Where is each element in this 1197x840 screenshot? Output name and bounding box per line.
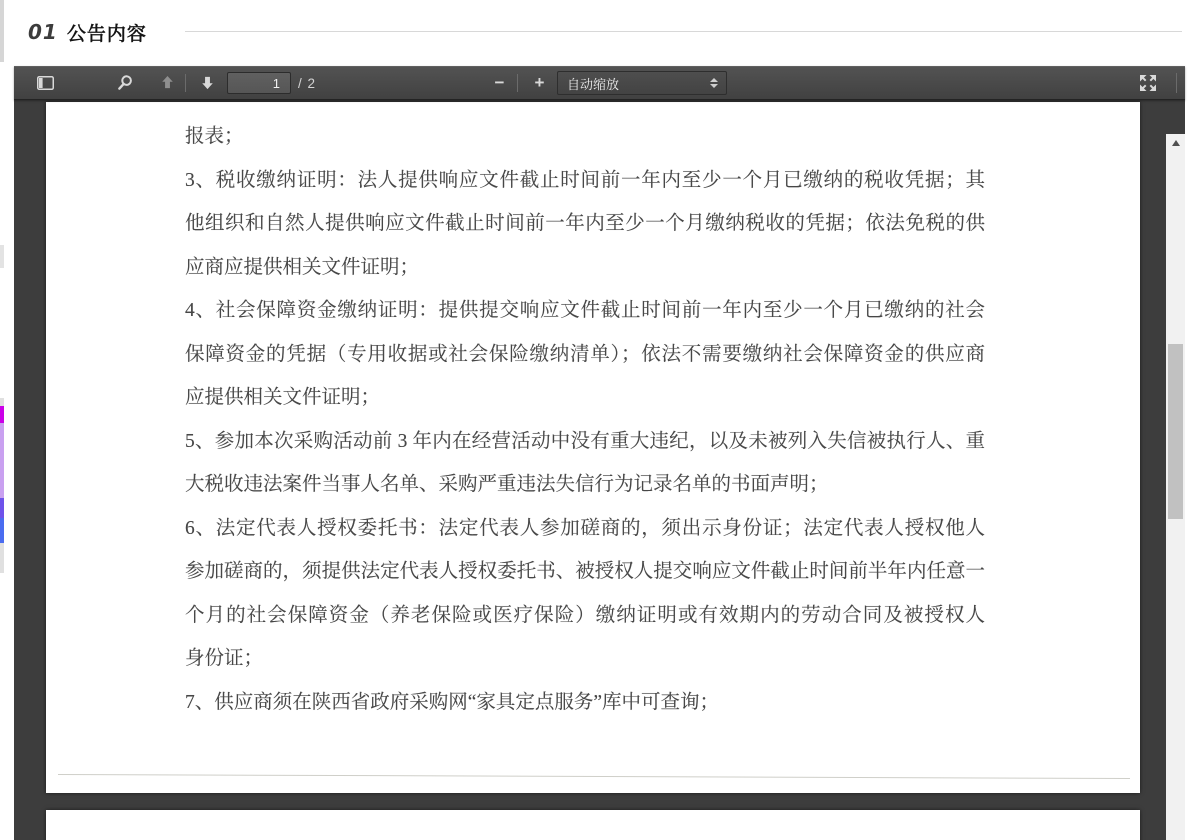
toolbar-separator [1176, 73, 1177, 93]
document-text-line: 个月的社会保障资金（养老保险或医疗保险）缴纳证明或有效期内的劳动合同及被授权人 [185, 604, 985, 626]
scrollbar-thumb[interactable] [1168, 344, 1183, 519]
decor-strip-segment [0, 398, 4, 406]
document-text-line: 参加磋商的，须提供法定代表人授权委托书、被授权人提交响应文件截止时间前半年内任意一 [185, 561, 985, 582]
decor-strip-segment [0, 543, 4, 573]
document-text-line: 他组织和自然人提供响应文件截止时间前一年内至少一个月缴纳税收的凭据；依法免税的供 [185, 213, 985, 234]
section-title: 公告内容 [66, 23, 147, 45]
document-text-line: 4、社会保障资金缴纳证明：提供提交响应文件截止时间前一年内至少一个月已缴纳的社会 [185, 300, 985, 321]
page-number-input[interactable] [227, 72, 291, 94]
search-icon [118, 75, 133, 90]
arrow-down-icon [200, 75, 215, 90]
scroll-up-arrow-icon [1172, 140, 1180, 146]
pdf-toolbar [14, 66, 1185, 100]
decor-strip-segment [0, 423, 4, 498]
document-text-line: 应提供相关文件证明； [185, 387, 381, 408]
fullscreen-expand-icon [1139, 74, 1157, 92]
section-header [28, 18, 147, 46]
pdf-scroll-area[interactable] [14, 100, 1185, 840]
search-button[interactable] [112, 70, 139, 95]
pdf-viewer [14, 66, 1185, 840]
document-text-line: 身份证； [185, 648, 264, 669]
document-text-line: 保障资金的凭据（专用收据或社会保险缴纳清单）；依法不需要缴纳社会保障资金的供应商 [185, 343, 985, 365]
zoom-mode-value: 自动缩放 [567, 76, 620, 92]
zoom-mode-select[interactable] [557, 71, 727, 95]
plus-icon: + [534, 73, 545, 92]
document-text-line: 5、参加本次采购活动前 3 年内在经营活动中没有重大违纪，以及未被列入失信被执行人、重 [185, 430, 985, 452]
pdf-page-1 [46, 102, 1140, 793]
scrollbar-up-button[interactable] [1166, 134, 1185, 151]
zoom-in-button[interactable] [526, 70, 553, 95]
document-text-line: 6、法定代表人授权委托书：法定代表人参加磋商的，须出示身份证；法定代表人授权他人 [185, 517, 985, 539]
zoom-out-button[interactable] [486, 70, 513, 95]
sidebar-toggle-icon [37, 76, 54, 90]
minus-icon: − [494, 73, 505, 92]
document-text-line: 3、税收缴纳证明：法人提供响应文件截止时间前一年内至少一个月已缴纳的税收凭据；其 [185, 169, 985, 191]
scan-artifact-line [58, 774, 1130, 779]
decor-strip-segment [0, 0, 4, 62]
pdf-page1-textlayer [185, 115, 985, 724]
document-text-line: 应商应提供相关文件证明； [185, 256, 420, 278]
sidebar-toggle-button[interactable] [32, 70, 59, 95]
decor-strip-segment [0, 245, 4, 268]
document-text-line: 7、供应商须在陕西省政府采购网“家具定点服务”库中可查询； [185, 691, 720, 713]
decor-strip-segment [0, 518, 4, 543]
decor-strip-segment [0, 498, 4, 518]
page-count-label: / 2 [298, 75, 317, 91]
vertical-scrollbar[interactable] [1166, 134, 1185, 840]
next-page-button[interactable] [194, 70, 221, 95]
decor-strip-segment [0, 406, 4, 423]
arrow-up-icon [160, 75, 175, 90]
section-number: 01 [28, 20, 58, 44]
toolbar-separator [517, 74, 518, 92]
select-spinner-icon [710, 78, 718, 88]
header-divider-line [185, 31, 1182, 32]
fullscreen-button[interactable] [1133, 70, 1163, 95]
previous-page-button[interactable] [154, 70, 181, 95]
toolbar-separator [185, 74, 186, 92]
document-text-line: 报表； [185, 126, 244, 147]
left-decor-strip [0, 0, 4, 840]
pdf-page-2 [46, 810, 1140, 840]
document-text-line: 大税收违法案件当事人名单、采购严重违法失信行为记录名单的书面声明； [185, 474, 829, 495]
